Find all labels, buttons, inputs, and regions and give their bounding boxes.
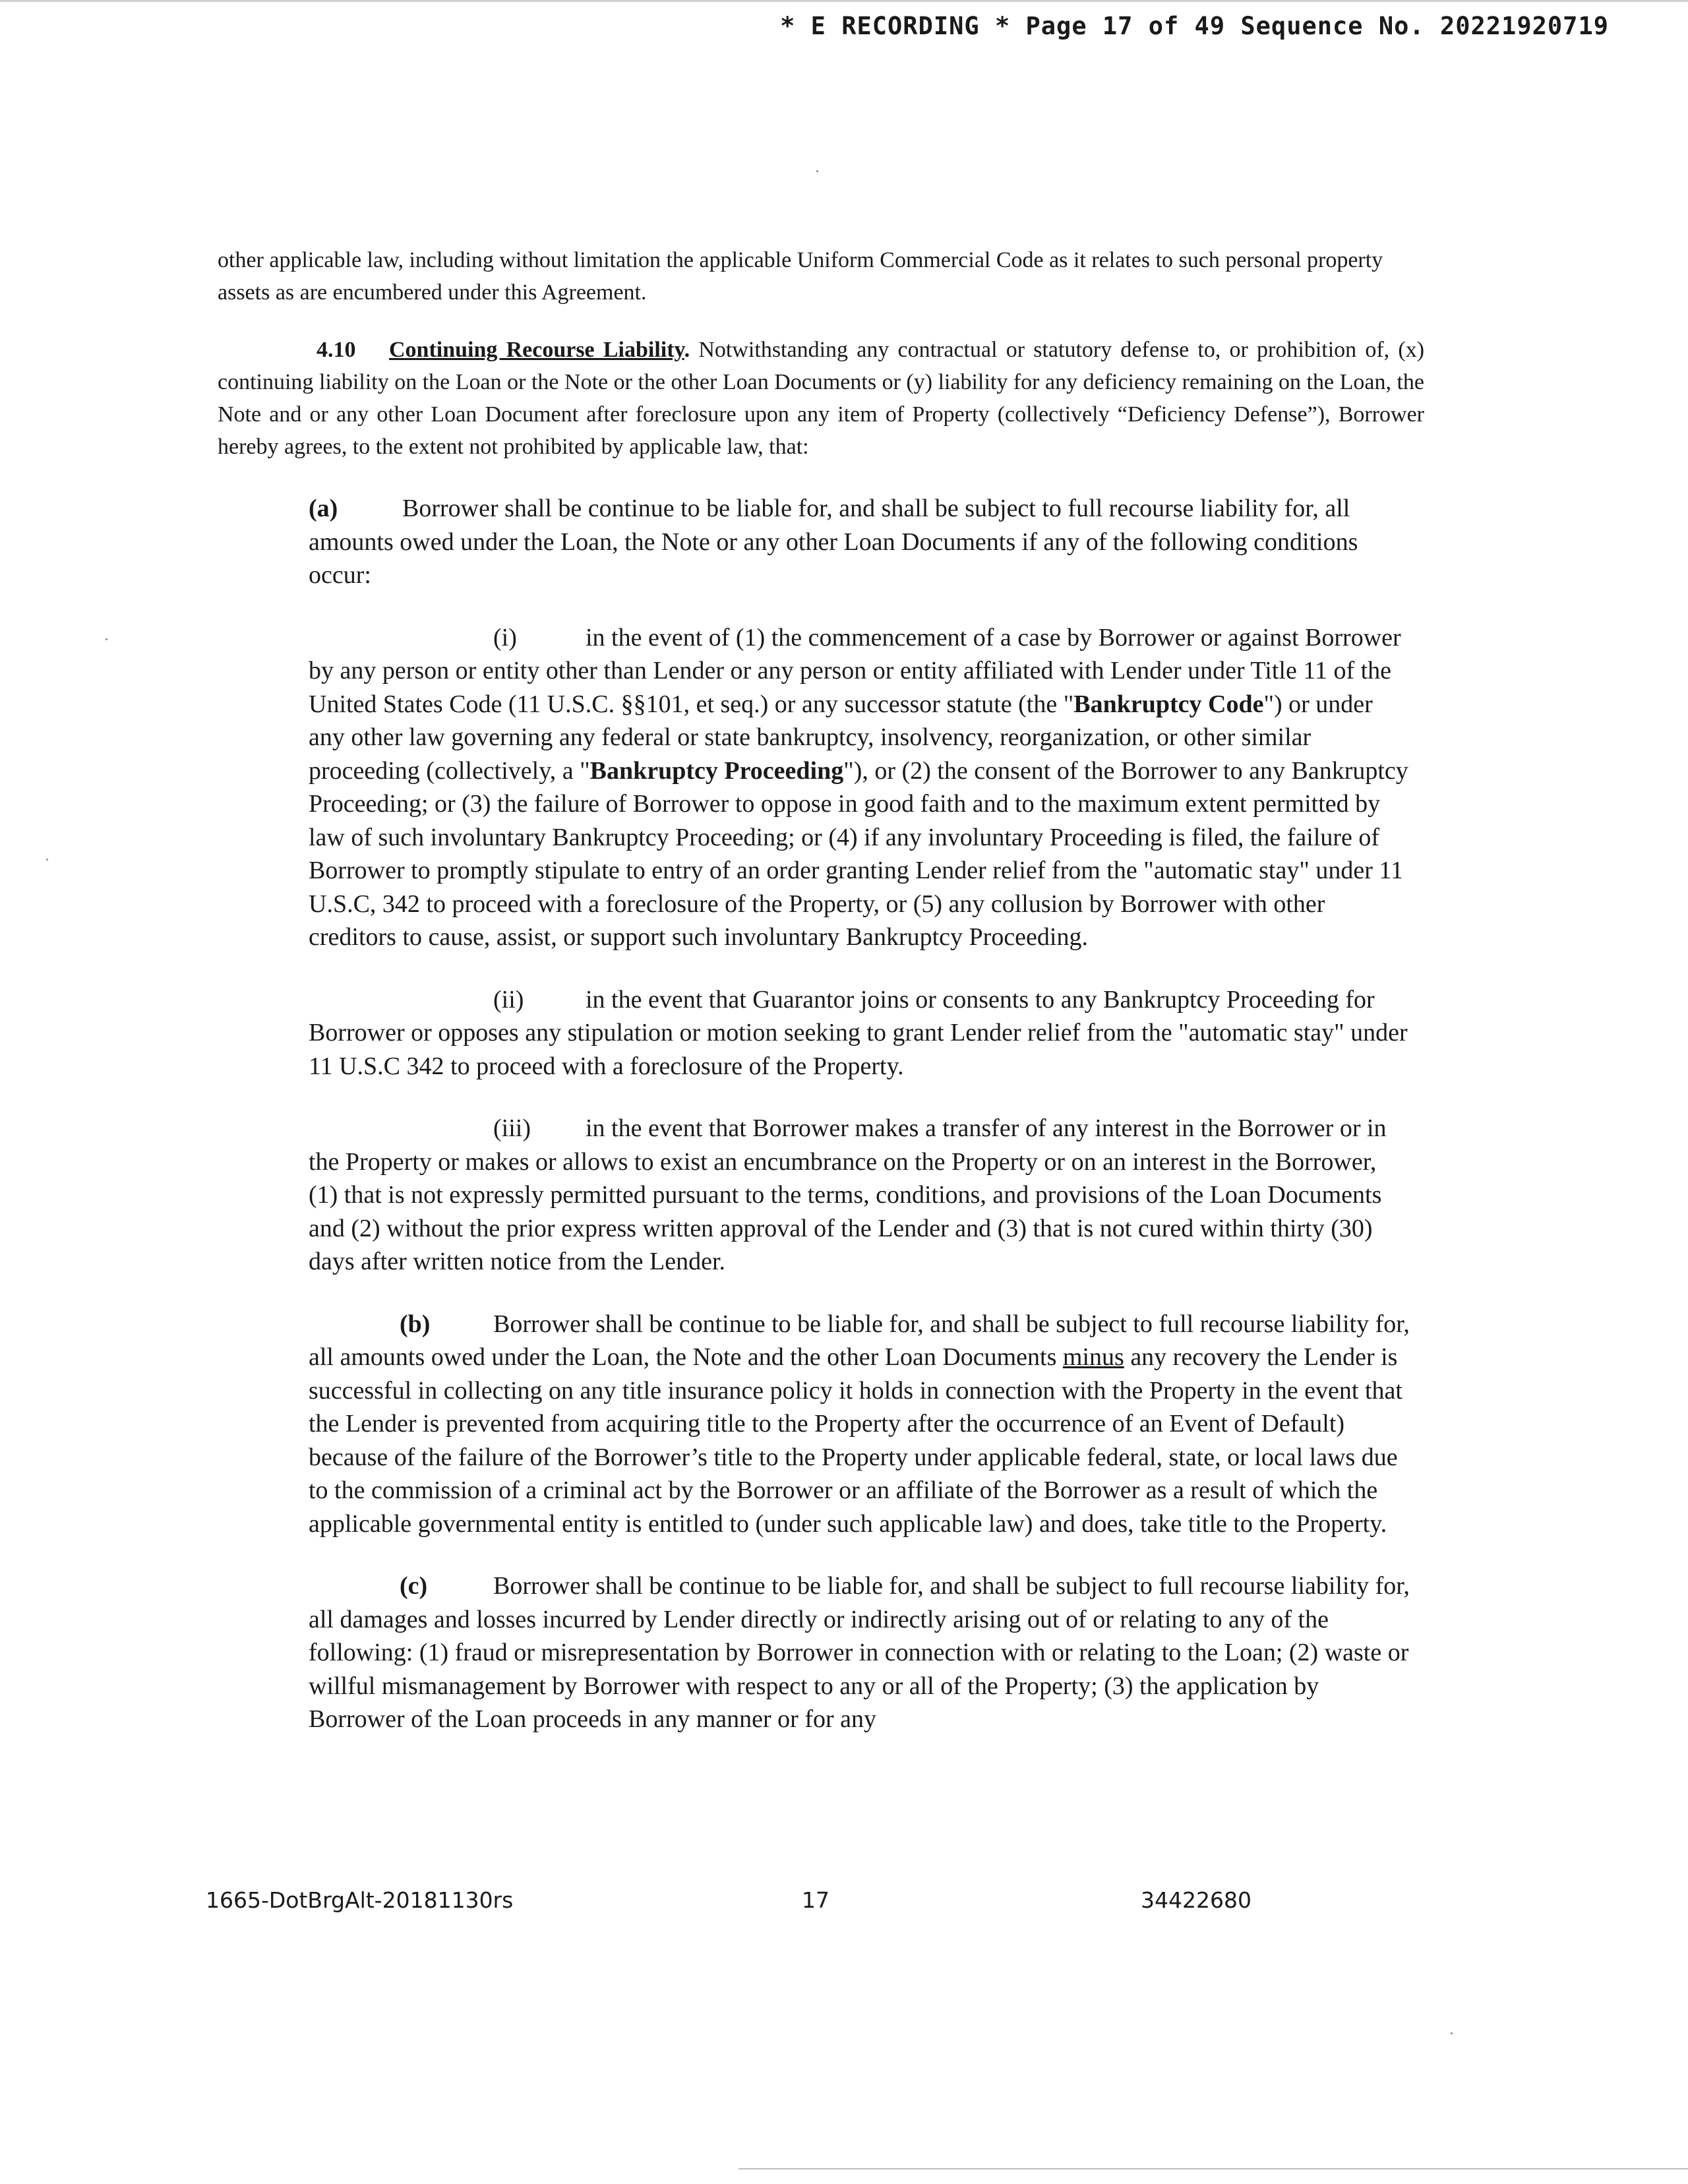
paragraph-b-text-1: Borrower shall be continue to be liable for, and shall be subject to full recourse liability for, all amounts owed under the Loan, the Note and the other Loan Documents bbox=[309, 1310, 1410, 1371]
scan-speck bbox=[46, 859, 48, 861]
scan-speck bbox=[1451, 2032, 1453, 2034]
footer-ref-number: 34422680 bbox=[1141, 1887, 1251, 1913]
paragraph-ii bbox=[218, 983, 1410, 1083]
paragraph-ii-label: (ii) bbox=[493, 985, 524, 1014]
section-title: Continuing Recourse Liability bbox=[389, 338, 684, 362]
paragraph-i bbox=[218, 621, 1410, 954]
paragraph-iii-text: in the event that Borrower makes a transfer of any interest in the Borrower or in the Property or makes or allows to exist an encumbrance on the Property or on an interest in the Borrower, (1) that is not expressly permitted pursuant to the terms, conditions, and provisions of the Loan Documents and (2) without the prior express written approval of the Lender and (3) that is not cured within thirty (30) days after written notice from the Lender. bbox=[309, 1114, 1387, 1275]
paragraph-c-text: Borrower shall be continue to be liable for, and shall be subject to full recourse liability for, all damages and losses incurred by Lender directly or indirectly arising out of or relating to any of the following: (1) fraud or misrepresentation by Borrower in connection with or relating to the Loan; (2) waste or willful mismanagement by Borrower with respect to any or all of the Property; (3) the application by Borrower of the Loan proceeds in any manner or for any bbox=[309, 1572, 1410, 1733]
document-body bbox=[218, 244, 1424, 1736]
paragraph-b-text-2: any recovery the Lender is successful in collecting on any title insurance policy it holds in connection with the Property in the event that the Lender is prevented from acquiring title to the Property after the occurrence of an Event of Default) because of the failure of the Borrower’s title to the Property under applicable federal, state, or local laws due to the commission of a criminal act by the Borrower or an affiliate of the Borrower as a result of which the applicable governmental entity is entitled to (under such applicable law) and does, take title to the Property. bbox=[309, 1343, 1402, 1538]
scan-speck bbox=[106, 638, 107, 640]
paragraph-i-text-3: "), or (2) the consent of the Borrower to any Bankruptcy Proceeding; or (3) the failure of Borrower to oppose in good faith and to the maximum extent permitted by law of such involuntary Bankruptcy Proceeding; or (4) if any involuntary Proceeding is filed, the failure of Borrower to promptly stipulate to entry of an order granting Lender relief from the "automatic stay" under 11 U.S.C, 342 to proceed with a foreclosure of the Property, or (5) any collusion by Borrower with other creditors to cause, assist, or support such involuntary Bankruptcy Proceeding. bbox=[309, 756, 1408, 951]
paragraph-ii-text: in the event that Guarantor joins or consents to any Bankruptcy Proceeding for Borrower or opposes any stipulation or motion seeking to grant Lender relief from the "automatic stay" under 11 U.S.C 342 to proceed with a foreclosure of the Property. bbox=[309, 985, 1408, 1080]
footer-doc-id: 1665-DotBrgAlt-20181130rs bbox=[206, 1887, 514, 1913]
recording-stamp: * E RECORDING * Page 17 of 49 Sequence No. 20221920719 bbox=[780, 12, 1609, 40]
paragraph-iii-label: (iii) bbox=[493, 1114, 531, 1142]
paragraph-iii bbox=[218, 1112, 1410, 1279]
paragraph-a-text: Borrower shall be continue to be liable for, and shall be subject to full recourse liability for, all amounts owed under the Loan, the Note or any other Loan Documents if any of the following conditions occur: bbox=[309, 495, 1358, 589]
underlined-minus: minus bbox=[1062, 1343, 1124, 1371]
section-4-10 bbox=[218, 334, 1424, 463]
defined-term-bankruptcy-code: Bankruptcy Code bbox=[1073, 690, 1264, 718]
footer-page-number: 17 bbox=[802, 1887, 829, 1913]
paragraph-i-text-2: ") or under any other law governing any federal or state bankruptcy, insolvency, reorganization, or other similar proceeding (collectively, a " bbox=[309, 690, 1373, 785]
defined-term-bankruptcy-proceeding: Bankruptcy Proceeding bbox=[589, 756, 844, 785]
paragraph-i-text-1: in the event of (1) the commencement of a case by Borrower or against Borrower by any person or entity other than Lender or any person or entity affiliated with Lender under Title 11 of the United States Code (11 U.S.C. §§101, et seq.) or any successor statute (the " bbox=[309, 623, 1401, 718]
paragraph-b-label: (b) bbox=[400, 1310, 431, 1338]
section-intro: Notwithstanding any contractual or statutory defense to, or prohibition of, (x) continuing liability on the Loan or the Note or the other Loan Documents or (y) liability for any deficiency remaining on the Loan, the Note and or any other Loan Document after foreclosure upon any item of Property (collectively “Deficiency Defense”), Borrower hereby agrees, to the extent not prohibited by applicable law, that: bbox=[218, 338, 1425, 459]
scan-speck bbox=[816, 170, 818, 172]
paragraph-i-label: (i) bbox=[493, 623, 517, 652]
paragraph-a bbox=[218, 492, 1410, 592]
section-title-period: . bbox=[684, 338, 690, 362]
paragraph-a-label: (a) bbox=[309, 495, 338, 522]
continuation-paragraph: other applicable law, including without limitation the applicable Uniform Commercial Code as it relates to such personal property assets as are encumbered under this Agreement. bbox=[218, 248, 1383, 305]
paragraph-c-label: (c) bbox=[400, 1572, 428, 1600]
bottom-border-line bbox=[738, 2168, 1688, 2169]
top-border-line bbox=[0, 0, 1688, 2]
section-number: 4.10 bbox=[316, 338, 356, 362]
paragraph-b bbox=[218, 1308, 1410, 1541]
paragraph-c bbox=[218, 1569, 1410, 1736]
